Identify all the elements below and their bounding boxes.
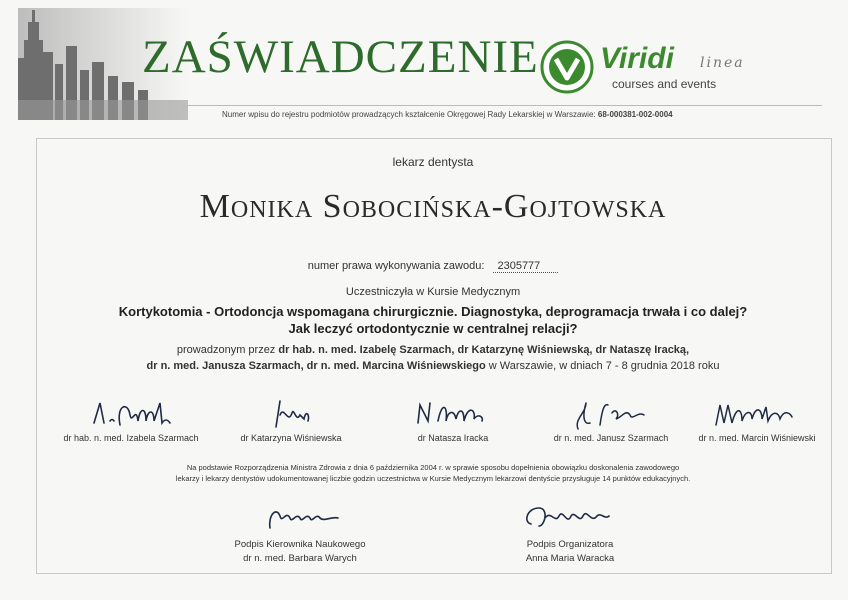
led-names-1: dr hab. n. med. Izabelę Szarmach, dr Katarzynę Wiśniewską, dr Nataszę Iracką, [278,344,690,356]
viridi-logo-icon [540,40,594,94]
handwritten-signature [76,395,186,431]
handwritten-signature [702,395,812,431]
lecturer-signature-szarmach-j [536,395,686,443]
lecturer-label: dr Katarzyna Wiśniewska [240,433,342,443]
registry-number: 68-000381-002-0004 [597,110,673,119]
course-title-line1: Kortykotomia - Ortodoncja wspomagana chirurgicznie. Diagnostyka, deprogramacja trwała i co dalej? [118,304,748,319]
header-divider [182,105,822,106]
license-number: 2305777 [493,260,558,273]
lecturer-signature-iracka [378,395,528,443]
scientific-head-role: Podpis Kierownika Naukowego [234,539,366,550]
organizer-name: Anna Maria Waracka [525,553,615,564]
course-title-line2: Jak leczyć ortodontycznie w centralnej relacji? [288,321,578,336]
lecturer-label: dr n. med. Marcin Wiśniewski [698,433,816,443]
lecturer-signature-wisniewska [216,395,366,443]
lecturer-label: dr Natasza Iracka [417,433,489,443]
organizer-signature [480,498,660,565]
brand-name: Viridi [600,42,674,75]
handwritten-signature [505,498,635,532]
brand-script: linea [700,55,745,71]
course-lecturers-text [36,342,830,374]
lecturer-signature-szarmach-i [56,395,206,443]
scientific-head-signature [210,498,390,565]
course-title [36,303,830,337]
handwritten-signature [240,498,360,532]
led-prefix: prowadzonym przez [176,344,276,356]
organizer-role: Podpis Organizatora [526,539,614,550]
legal-line1: Na podstawie Rozporządzenia Ministra Zdrowia z dnia 6 października 2004 r. w sprawie sposobu dopełnienia obowiązku doskonalenia zawodowego [186,463,680,472]
lecturer-signature-wisniewski [682,395,832,443]
certificate-title: ZAŚWIADCZENIE [142,31,539,83]
handwritten-signature [398,395,508,431]
lecturer-signatures [36,395,830,451]
legal-notice [36,462,830,484]
led-names-2: dr n. med. Janusza Szarmach, dr n. med. Marcina Wiśniewskiego [146,360,486,372]
license-line [36,260,830,273]
handwritten-signature [556,395,666,431]
registry-info [222,110,673,119]
registry-text: Numer wpisu do rejestru podmiotów prowadzących kształcenie Okręgowej Rady Lekarskiej w Warszawie: [222,110,596,119]
participation-text: Uczestniczyła w Kursie Medycznym [345,286,521,298]
legal-line2: lekarzy i lekarzy dentystów udokumentowanej liczbie godzin uczestnictwa w Kursie Medycznym lekarzowi dentyście przysługuje 14 punktów edukacyjnych. [175,474,691,483]
license-label: numer prawa wykonywania zawodu: [307,260,485,272]
recipient-name: Monika Sobocińska-Gojtowska [199,188,667,225]
lecturer-label: dr hab. n. med. Izabela Szarmach [63,433,199,443]
brand-tagline: courses and events [612,77,717,91]
lecturer-label: dr n. med. Janusz Szarmach [553,433,669,443]
recipient-profession: lekarz dentysta [392,155,474,169]
led-suffix: w Warszawie, w dniach 7 - 8 grudnia 2018 roku [488,360,720,372]
scientific-head-name: dr n. med. Barbara Warych [243,553,357,564]
handwritten-signature [236,395,346,431]
